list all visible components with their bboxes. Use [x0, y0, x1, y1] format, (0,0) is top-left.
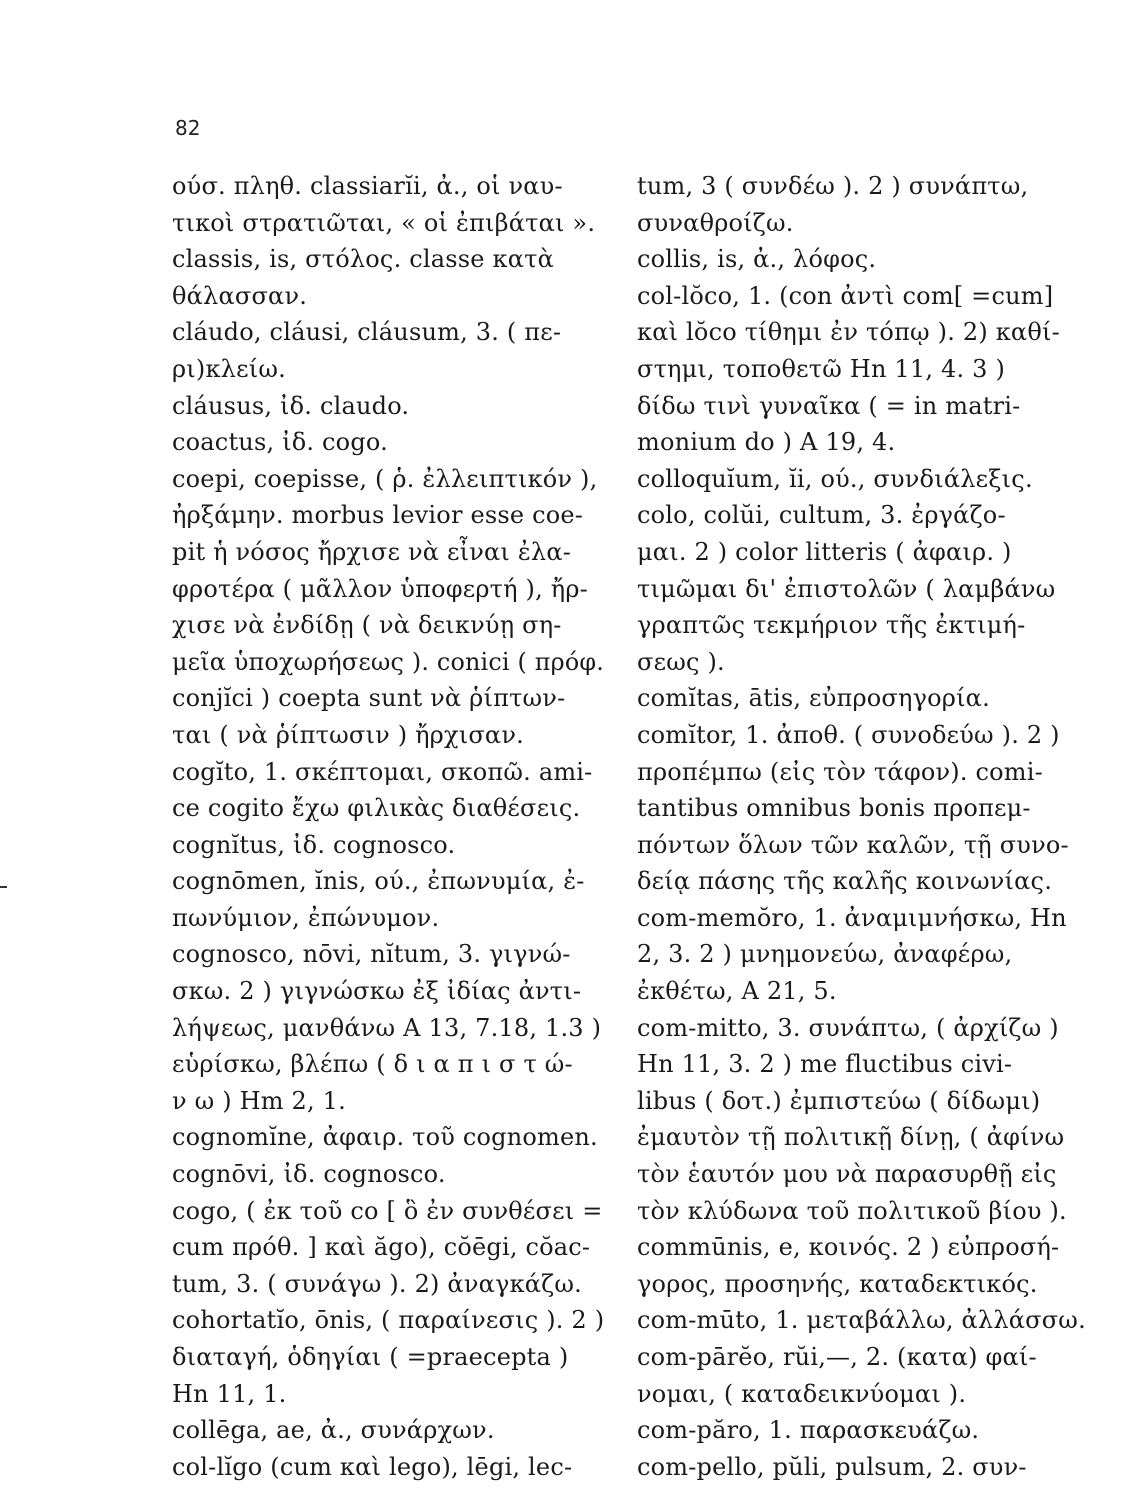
dictionary-line: θάλασσαν.: [172, 281, 308, 310]
dictionary-line: cum πρόθ. ] καὶ ăgo), cŏēgi, cŏac-: [172, 1233, 591, 1262]
dictionary-line: ἠρξάμην. morbus levior esse coe-: [172, 501, 584, 530]
dictionary-line: φροτέρα ( μᾶλλον ὑποφερτή ), ἤρ-: [172, 574, 588, 603]
dictionary-line: δείᾳ πάσης τῆς καλῆς κοινωνίας.: [637, 867, 1053, 896]
dictionary-line: ούσ. πληθ. classiarĭi, ἀ., οἱ ναυ-: [172, 172, 563, 200]
dictionary-line: tantibus omnibus bonis προπεμ-: [637, 794, 1031, 823]
dictionary-line: νομαι, ( καταδεικνύομαι ).: [637, 1379, 967, 1408]
dictionary-line: colo, colŭi, cultum, 3. ἐργάζο-: [637, 501, 1006, 530]
dictionary-line: comĭtor, 1. ἀποθ. ( συνοδεύω ). 2 ): [637, 720, 1060, 749]
dictionary-line: com-memŏro, 1. ἀναμιμνήσκω, Hn: [637, 903, 1067, 932]
dictionary-line: πόντων ὅλων τῶν καλῶν, τῇ συνο-: [637, 830, 1069, 859]
dictionary-line: ἐκθέτω, A 21, 5.: [637, 977, 837, 1006]
dictionary-line: μαι. 2 ) color litteris ( ἀφαιρ. ): [637, 537, 1012, 566]
dictionary-line: γορος, προσηνής, καταδεκτικός.: [637, 1269, 1038, 1298]
dictionary-line: γραπτῶς τεκμήριον τῆς ἐκτιμή-: [637, 611, 1026, 640]
dictionary-line: com-mūto, 1. μεταβάλλω, ἀλλάσσω.: [637, 1306, 1086, 1335]
dictionary-line: εὑρίσκω, βλέπω ( δ ι α π ι σ τ ώ-: [172, 1050, 573, 1079]
dictionary-line: 2, 3. 2 ) μνημονεύω, ἀναφέρω,: [637, 940, 1013, 969]
dictionary-line: ἐμαυτὸν τῇ πολιτικῇ δίνῃ, ( ἀφίνω: [637, 1123, 1065, 1152]
dictionary-line: σεως ).: [637, 647, 725, 676]
dictionary-line: conjĭci ) coepta sunt νὰ ῥίπτων-: [172, 684, 566, 713]
dictionary-line: pit ἡ νόσος ἤρχισε νὰ εἶναι ἐλα-: [172, 537, 572, 566]
dictionary-line: τὸν κλύδωνα τοῦ πολιτικοῦ βίου ).: [637, 1196, 1067, 1225]
dictionary-line: σκω. 2 ) γιγνώσκω ἐξ ἰδίας ἀντι-: [172, 977, 582, 1006]
dictionary-line: τιμῶμαι δι' ἐπιστολῶν ( λαμβάνω: [637, 574, 1056, 603]
dictionary-line: ν ω ) Hm 2, 1.: [172, 1086, 346, 1115]
dictionary-line: classis, is, στόλος. classe κατὰ: [172, 245, 555, 274]
dictionary-line: cogo, ( ἐκ τοῦ co [ ὃ ἐν συνθέσει =: [172, 1196, 603, 1225]
dictionary-line: cogĭto, 1. σκέπτομαι, σκοπῶ. ami-: [172, 757, 593, 786]
dictionary-line: δίδω τινὶ γυναῖκα ( = in matri-: [637, 391, 1021, 420]
dictionary-line: τικοὶ στρατιῶται, « οἱ ἐπιβάται ».: [172, 208, 596, 237]
dictionary-line: tum, 3 ( συνδέω ). 2 ) συνάπτω,: [637, 172, 1029, 200]
dictionary-line: καὶ lŏco τίθημι ἐν τόπῳ ). 2) καθί-: [637, 318, 1060, 347]
dictionary-line: collis, is, ἀ., λόφος.: [637, 245, 877, 274]
dictionary-line: προπέμπω (εἰς τὸν τάφον). comi-: [637, 757, 1043, 786]
dictionary-line: μεῖα ὑποχωρήσεως ). conici ( πρόφ.: [172, 647, 605, 676]
dictionary-line: cohortatĭo, ōnis, ( παραίνεσις ). 2 ): [172, 1306, 605, 1335]
dictionary-line: πωνύμιον, ἐπώνυμον.: [172, 903, 440, 932]
dictionary-line: monium do ) A 19, 4.: [637, 428, 896, 457]
dictionary-line: cognosco, nōvi, nĭtum, 3. γιγνώ-: [172, 940, 571, 969]
page-number: 82: [175, 116, 201, 140]
dictionary-line: col-lĭgo (cum καὶ lego), lēgi, lec-: [172, 1452, 573, 1481]
dictionary-line: coepi, coepisse, ( ῥ. ἐλλειπτικόν ),: [172, 464, 598, 493]
dictionary-line: τὸν ἑαυτόν μου νὰ παρασυρθῇ εἰς: [637, 1160, 1057, 1189]
dictionary-line: comĭtas, ātis, εὐπροσηγορία.: [637, 684, 990, 713]
dictionary-line: cognōmen, ĭnis, ού., ἐπωνυμία, ἐ-: [172, 867, 585, 896]
dictionary-line: com-mitto, 3. συνάπτω, ( ἀρχίζω ): [637, 1013, 1059, 1042]
dictionary-line: cognōvi, ἰδ. cognosco.: [172, 1160, 446, 1189]
dictionary-line: ρι)κλείω.: [172, 354, 286, 383]
right-column: [637, 168, 1107, 1485]
dictionary-line: cognomĭne, ἀφαιρ. τοῦ cognomen.: [172, 1123, 598, 1152]
dictionary-line: com-păro, 1. παρασκευάζω.: [637, 1416, 980, 1445]
margin-mark: [0, 886, 7, 888]
dictionary-line: tum, 3. ( συνάγω ). 2) ἀναγκάζω.: [172, 1269, 582, 1298]
dictionary-line: com-pārĕo, rŭi,—, 2. (κατα) φαί-: [637, 1343, 1037, 1371]
dictionary-line: col-lŏco, 1. (con ἀντὶ com[ =cum]: [637, 281, 1054, 310]
dictionary-line: coactus, ἰδ. cogo.: [172, 428, 388, 457]
dictionary-line: commūnis, e, κοινός. 2 ) εὐπροσή-: [637, 1233, 1060, 1262]
dictionary-line: com-pello, pŭli, pulsum, 2. συν-: [637, 1452, 1027, 1481]
dictionary-line: ce cogito ἔχω φιλικὰς διαθέσεις.: [172, 794, 581, 823]
dictionary-line: collēga, ae, ἀ., συνάρχων.: [172, 1416, 495, 1445]
left-column: [172, 168, 604, 1485]
dictionary-line: cláudo, cláusi, cláusum, 3. ( πε-: [172, 318, 562, 347]
dictionary-line: στημι, τοποθετῶ Hn 11, 4. 3 ): [637, 354, 1006, 383]
dictionary-line: Hn 11, 1.: [172, 1379, 287, 1408]
dictionary-line: ται ( νὰ ῥίπτωσιν ) ἤρχισαν.: [172, 720, 524, 749]
dictionary-line: colloquĭum, ĭi, ού., συνδιάλεξις.: [637, 464, 1033, 493]
dictionary-line: Hn 11, 3. 2 ) me fluctibus civi-: [637, 1050, 1013, 1079]
dictionary-line: libus ( δοτ.) ἐμπιστεύω ( δίδωμι): [637, 1086, 1041, 1115]
dictionary-line: λήψεως, μανθάνω A 13, 7.18, 1.3 ): [172, 1013, 602, 1042]
dictionary-line: συναθροίζω.: [637, 208, 794, 237]
dictionary-line: χισε νὰ ἐνδίδῃ ( νὰ δεικνύῃ ση-: [172, 611, 562, 640]
dictionary-line: cognĭtus, ἰδ. cognosco.: [172, 830, 456, 859]
dictionary-line: cláusus, ἰδ. claudo.: [172, 391, 410, 420]
dictionary-line: διαταγή, ὁδηγίαι ( =praecepta ): [172, 1343, 569, 1371]
